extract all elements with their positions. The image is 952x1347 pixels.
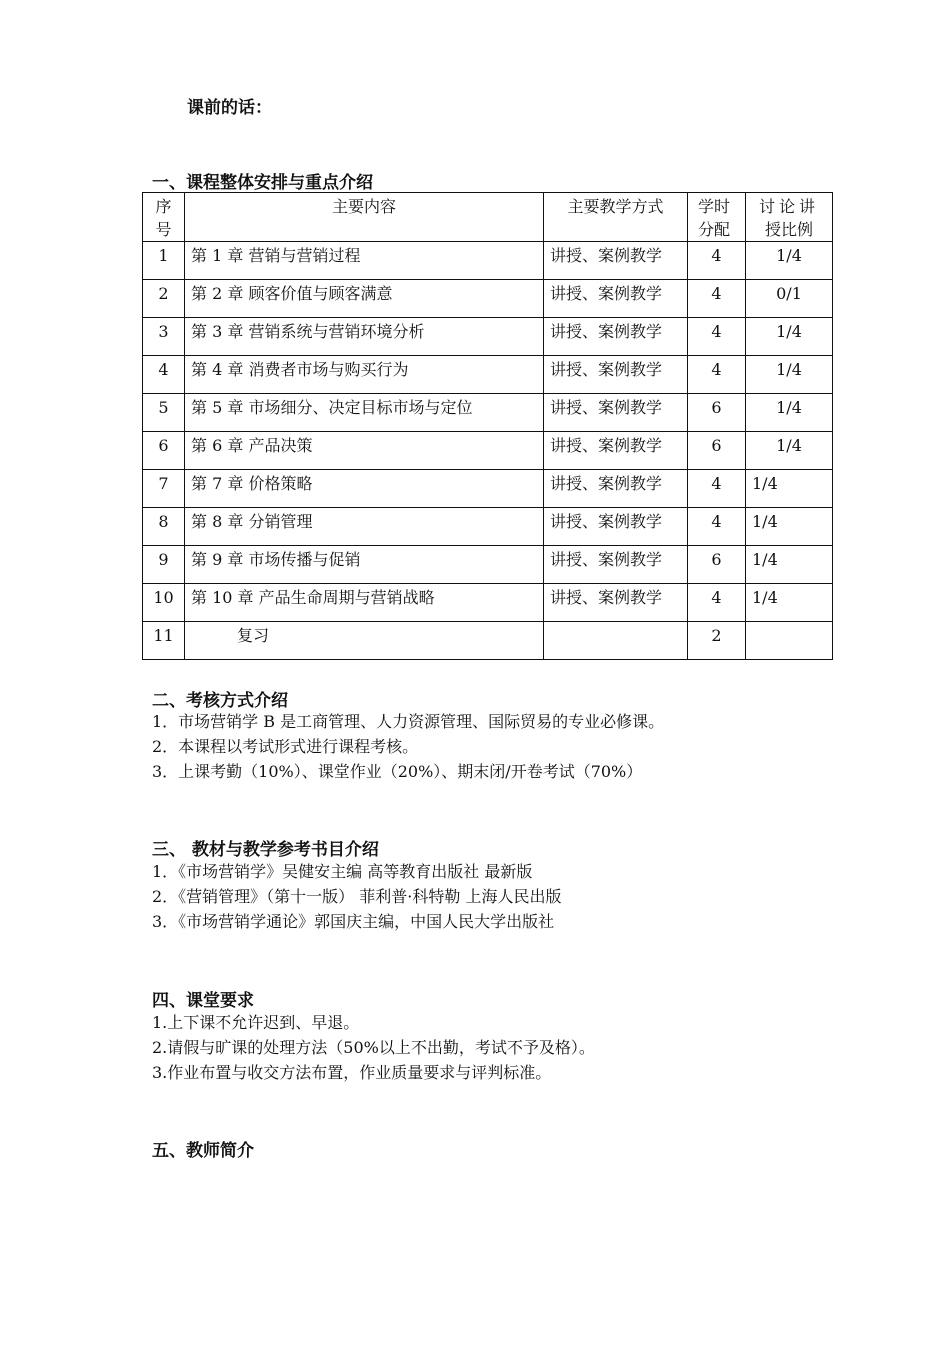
table-row (143, 394, 833, 432)
list-item: 1.上下课不允许迟到、早退。 (152, 1013, 360, 1032)
row-ratio (746, 622, 833, 660)
row-num: 8 (143, 508, 185, 546)
row-num: 5 (143, 394, 185, 432)
table-row (143, 584, 833, 622)
row-ratio: 1/4 (746, 318, 833, 356)
row-ratio: 0/1 (746, 280, 833, 318)
row-method: 讲授、案例教学 (544, 394, 688, 432)
row-hours: 2 (688, 622, 746, 660)
row-num: 11 (143, 622, 185, 660)
row-hours: 4 (688, 508, 746, 546)
row-hours: 4 (688, 356, 746, 394)
row-ratio: 1/4 (746, 508, 833, 546)
row-num: 3 (143, 318, 185, 356)
row-hours: 4 (688, 280, 746, 318)
row-content: 第 4 章 消费者市场与购买行为 (185, 356, 544, 394)
textbook-list (152, 859, 561, 934)
row-method: 讲授、案例教学 (544, 470, 688, 508)
row-ratio: 1/4 (746, 242, 833, 280)
row-hours: 4 (688, 584, 746, 622)
row-method: 讲授、案例教学 (544, 356, 688, 394)
table-row (143, 432, 833, 470)
list-item: 3．上课考勤（10%）、课堂作业（20%）、期末闭/开卷考试（70%） (152, 762, 643, 781)
row-method: 讲授、案例教学 (544, 546, 688, 584)
row-ratio: 1/4 (746, 470, 833, 508)
row-num: 1 (143, 242, 185, 280)
section-1-heading: 一、课程整体安排与重点介绍 (152, 173, 373, 193)
row-method: 讲授、案例教学 (544, 584, 688, 622)
row-num: 7 (143, 470, 185, 508)
row-num: 4 (143, 356, 185, 394)
list-item: 1．市场营销学 B 是工商管理、人力资源管理、国际贸易的专业必修课。 (152, 712, 665, 731)
section-3-heading: 三、 教材与教学参考书目介绍 (152, 840, 379, 860)
row-hours: 4 (688, 318, 746, 356)
header-ratio: 讨论讲 授比例 (746, 193, 833, 242)
row-method: 讲授、案例教学 (544, 318, 688, 356)
row-content: 第 10 章 产品生命周期与营销战略 (185, 584, 544, 622)
row-content: 第 3 章 营销系统与营销环境分析 (185, 318, 544, 356)
table-row (143, 356, 833, 394)
row-hours: 4 (688, 470, 746, 508)
header-hours: 学时 分配 (688, 193, 746, 242)
list-item: 3.作业布置与收交方法布置，作业质量要求与评判标准。 (152, 1063, 552, 1082)
row-method: 讲授、案例教学 (544, 242, 688, 280)
table-row (143, 280, 833, 318)
list-item: 2.请假与旷课的处理方法（50%以上不出勤，考试不予及格）。 (152, 1038, 595, 1057)
row-num: 2 (143, 280, 185, 318)
row-hours: 6 (688, 394, 746, 432)
row-ratio: 1/4 (746, 584, 833, 622)
list-item: 2．《营销管理》（第十一版） 菲利普·科特勒 上海人民出版 (152, 887, 562, 906)
list-item: 1．《市场营销学》吴健安主编 高等教育出版社 最新版 (152, 862, 533, 881)
row-hours: 6 (688, 546, 746, 584)
section-4-heading: 四、课堂要求 (152, 991, 254, 1011)
intro-title: 课前的话： (187, 98, 272, 118)
header-method: 主要教学方式 (544, 193, 688, 242)
table-row (143, 546, 833, 584)
table-row (143, 318, 833, 356)
row-num: 10 (143, 584, 185, 622)
row-content: 第 1 章 营销与营销过程 (185, 242, 544, 280)
row-content: 第 8 章 分销管理 (185, 508, 544, 546)
list-item: 3．《市场营销学通论》郭国庆主编，中国人民大学出版社 (152, 912, 555, 931)
row-content: 第 6 章 产品决策 (185, 432, 544, 470)
classroom-rules-list (152, 1010, 595, 1085)
row-ratio: 1/4 (746, 546, 833, 584)
row-hours: 4 (688, 242, 746, 280)
table-row (143, 622, 833, 660)
list-item: 2．本课程以考试形式进行课程考核。 (152, 737, 419, 756)
row-ratio: 1/4 (746, 356, 833, 394)
section-5-heading: 五、教师简介 (152, 1141, 254, 1161)
assessment-list (152, 709, 664, 784)
section-2-heading: 二、考核方式介绍 (152, 691, 288, 711)
row-content: 第 7 章 价格策略 (185, 470, 544, 508)
row-method (544, 622, 688, 660)
row-content: 第 5 章 市场细分、决定目标市场与定位 (185, 394, 544, 432)
row-method: 讲授、案例教学 (544, 508, 688, 546)
table-row (143, 242, 833, 280)
row-method: 讲授、案例教学 (544, 432, 688, 470)
row-hours: 6 (688, 432, 746, 470)
header-content: 主要内容 (185, 193, 544, 242)
table-row (143, 470, 833, 508)
header-num: 序 号 (143, 193, 185, 242)
row-content: 第 9 章 市场传播与促销 (185, 546, 544, 584)
course-schedule-table (142, 192, 833, 660)
table-header-row (143, 193, 833, 242)
row-num: 9 (143, 546, 185, 584)
row-ratio: 1/4 (746, 394, 833, 432)
row-ratio: 1/4 (746, 432, 833, 470)
row-num: 6 (143, 432, 185, 470)
row-content: 复习 (185, 622, 544, 660)
table-row (143, 508, 833, 546)
row-content: 第 2 章 顾客价值与顾客满意 (185, 280, 544, 318)
row-method: 讲授、案例教学 (544, 280, 688, 318)
